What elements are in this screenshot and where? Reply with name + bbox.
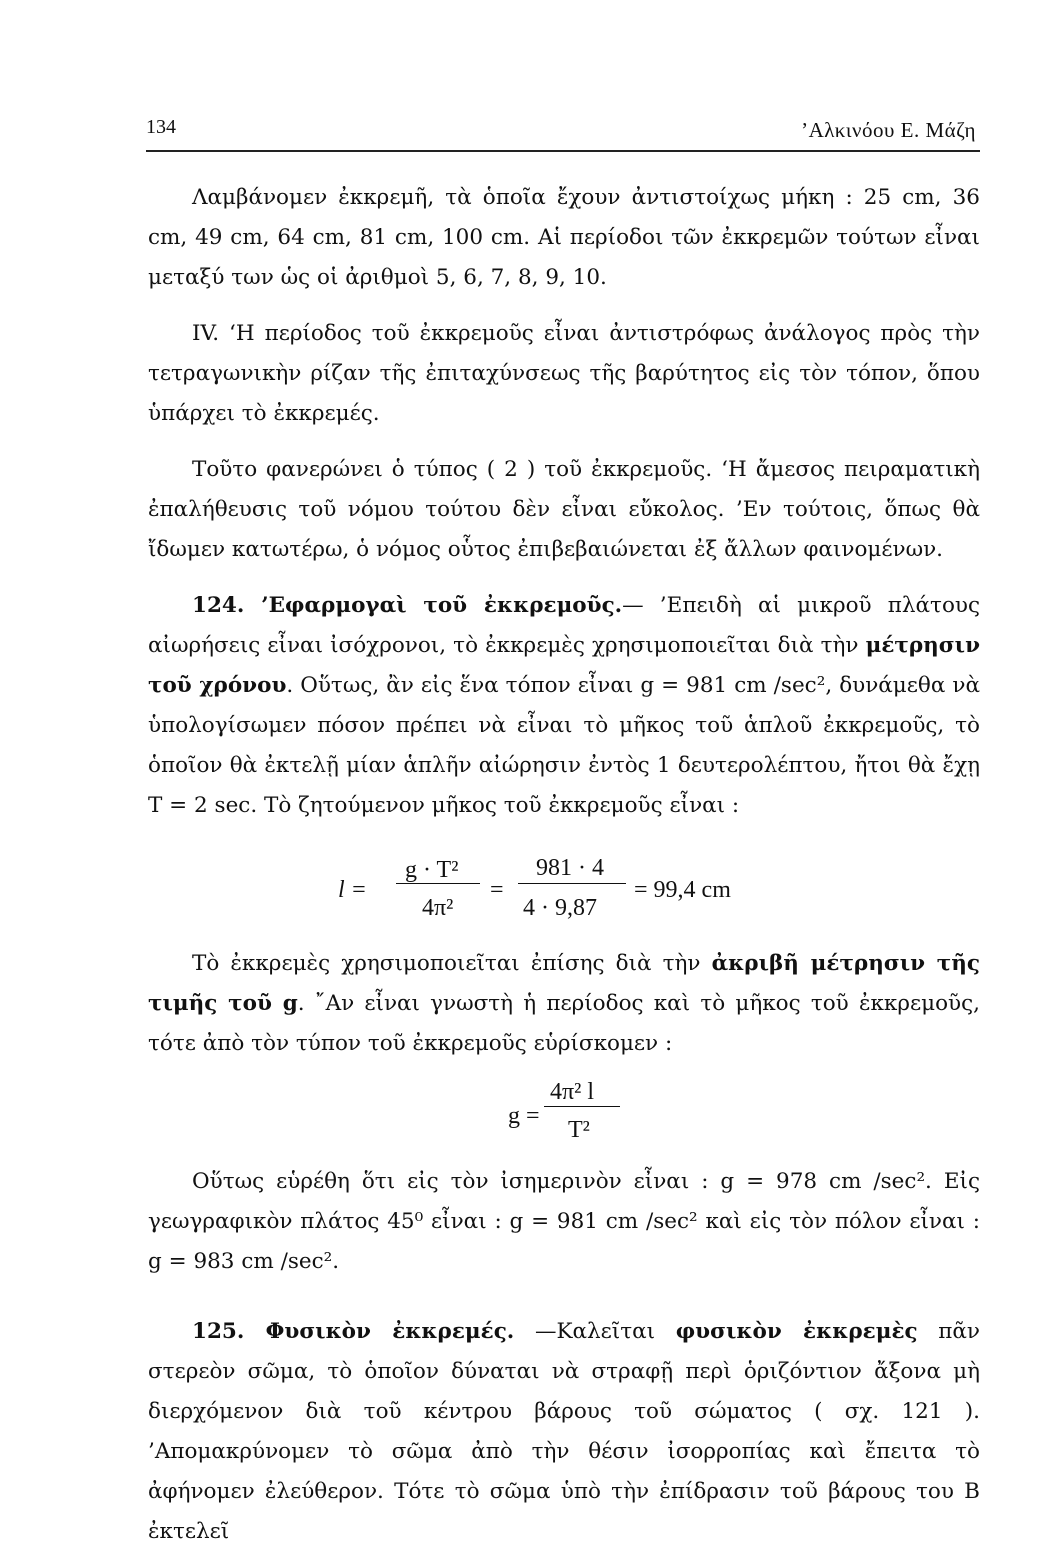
page-header	[146, 112, 980, 152]
formula1-fraction-bar-1	[396, 883, 480, 884]
section-125-emphasis: φυσικὸν ἐκκρεμὲς	[675, 1319, 918, 1344]
formula1-lhs: l =	[338, 877, 367, 903]
paragraph-measure-g-text-2: . ῎Αν εἶναι γνωστὴ ἡ περίοδος καὶ τὸ μῆκος τοῦ ἐκκρεμοῦς, τότε ἀπὸ τὸν τύπον τοῦ ἐκκρεμοῦς εὑρίσκομεν :	[148, 991, 980, 1056]
section-125-text-2: πᾶν στερεὸν σῶμα, τὸ ὁποῖον δύναται νὰ στραφῇ περὶ ὁριζόντιον ἄξονα μὴ διερχόμενον διὰ τοῦ κέντρου βάρους τοῦ σώματος ( σχ. 121 ). ’Απομακρύνομεν τὸ σῶμα ἀπὸ τὴν θέσιν ἰσορροπίας καὶ ἔπειτα τὸ ἀφήνομεν ἐλεύθερον. Τότε τὸ σῶμα ὑπὸ τὴν ἐπίδρασιν τοῦ βάρους του Β ἐκτελεῖ	[148, 1319, 980, 1544]
paragraph-law-iv: IV. ‘Η περίοδος τοῦ ἐκκρεμοῦς εἶναι ἀντιστρόφως ἀνάλογος πρὸς τὴν τετραγωνικὴν ρίζαν τῆς ἐπιταχύνσεως τῆς βαρύτητος εἰς τὸν τόπον, ὅπου ὑπάρχει τὸ ἐκκρεμές.	[148, 321, 980, 426]
running-head: ’Αλκινόου Ε. Μάζη	[801, 118, 976, 142]
section-124-text-1: — ’Επειδὴ αἱ μικροῦ πλάτους αἰωρήσεις εἶναι ἰσόχρονοι, τὸ ἐκκρεμὲς χρησιμοποιεῖται διὰ τὴν	[148, 593, 980, 658]
formula1-numerator-2: 981 · 4	[536, 855, 604, 881]
formula2-fraction-bar	[544, 1106, 620, 1107]
section-125-text-1: —Καλεῖται	[514, 1319, 676, 1344]
page-number: 134	[146, 116, 176, 138]
formula1-equals: =	[490, 877, 504, 903]
formula1-numerator-1: g · T²	[405, 857, 459, 883]
paragraph-formula-verification: Τοῦτο φανερώνει ὁ τύπος ( 2 ) τοῦ ἐκκρεμοῦς. ‘Η ἄμεσος πειραματικὴ ἐπαλήθευσις τοῦ νόμου τούτου δὲν εἶναι εὔκολος. ’Εν τούτοις, ὅπως θὰ ἴδωμεν κατωτέρω, ὁ νόμος οὗτος ἐπιβεβαιώνεται ἐξ ἄλλων φαινομένων.	[148, 457, 980, 562]
section-124-emphasis: μέτρησιν τοῦ χρόνου	[148, 633, 980, 698]
section-124-heading: 124. ’Εφαρμογαὶ τοῦ ἐκκρεμοῦς.	[192, 593, 623, 618]
section-124-text-2: . Οὕτως, ἂν εἰς ἕνα τόπον εἶναι g = 981 cm /sec², δυνάμεθα νὰ ὑπολογίσωμεν πόσον πρέπει νὰ εἶναι τὸ μῆκος τοῦ ἁπλοῦ ἐκκρεμοῦς, τὸ ὁποῖον θὰ ἐκτελῇ μίαν ἁπλῆν αἰώρησιν ἐντὸς 1 δευτερολέπτου, ἤτοι θὰ ἔχῃ T = 2 sec. Τὸ ζητούμενον μῆκος τοῦ ἐκκρεμοῦς εἶναι :	[148, 673, 981, 818]
paragraph-pendulum-lengths: Λαμβάνομεν ἐκκρεμῆ, τὰ ὁποῖα ἔχουν ἀντιστοίχως μήκη : 25 cm, 36 cm, 49 cm, 64 cm, 81 cm, 100 cm. Αἱ περίοδοι τῶν ἐκκρεμῶν τούτων εἶναι μεταξύ των ὡς οἱ ἀριθμοὶ 5, 6, 7, 8, 9, 10.	[148, 185, 980, 290]
formula1-fraction-bar-2	[518, 883, 626, 884]
paragraph-measure-g-emphasis: ἀκριβῆ μέτρησιν τῆς τιμῆς τοῦ g	[148, 951, 980, 1016]
formula-gravity	[148, 1070, 980, 1144]
formula2-denominator: T²	[568, 1117, 590, 1143]
section-125-heading: 125. Φυσικὸν ἐκκρεμές.	[192, 1319, 515, 1344]
formula2-lhs: g =	[508, 1103, 540, 1129]
paragraph-g-values: Οὕτως εὑρέθη ὅτι εἰς τὸν ἰσημερινὸν εἶναι : g = 978 cm /sec². Εἰς γεωγραφικὸν πλάτος 45⁰ εἶναι : g = 981 cm /sec² καὶ εἰς τὸν πόλον εἶναι : g = 983 cm /sec².	[148, 1169, 980, 1274]
paragraph-measure-g	[148, 944, 980, 1064]
formula1-result: = 99,4 cm	[634, 877, 731, 903]
section-125	[148, 1312, 980, 1552]
page-body	[148, 178, 980, 1552]
paragraph-measure-g-text-1: Τὸ ἐκκρεμὲς χρησιμοποιεῖται ἐπίσης διὰ τὴν	[192, 951, 712, 976]
formula-pendulum-length	[148, 844, 980, 924]
formula1-denominator-2: 4 · 9,87	[523, 895, 597, 921]
formula2-numerator: 4π² l	[550, 1079, 594, 1105]
formula1-denominator-1: 4π²	[422, 895, 454, 921]
section-124	[148, 586, 980, 826]
